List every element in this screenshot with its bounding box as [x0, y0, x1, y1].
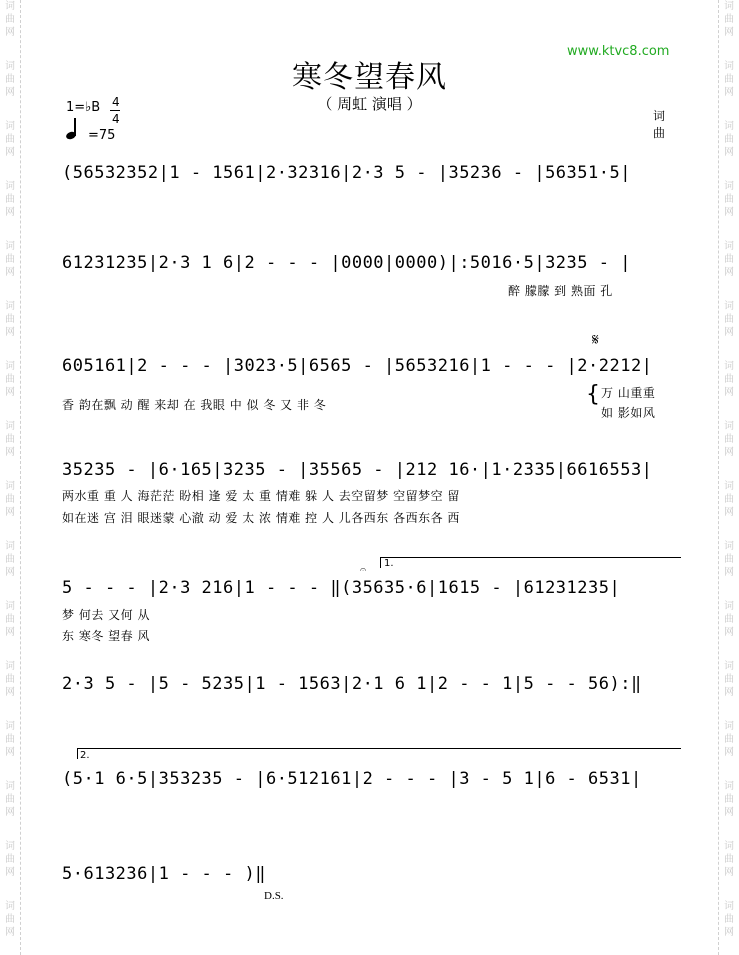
- watermark-text: 词曲网: [724, 841, 734, 878]
- meter-numerator: 4: [112, 95, 120, 109]
- watermark-text: 词曲网: [724, 901, 734, 938]
- first-ending-number: 1.: [384, 558, 394, 569]
- watermark-text: 词曲网: [724, 181, 734, 218]
- side-lyrics-1: 万 山重重: [601, 386, 656, 400]
- song-subtitle: （ 周虹 演唱 ）: [317, 95, 422, 113]
- watermark-text: 词曲网: [724, 361, 734, 398]
- credit-music: 曲: [653, 126, 666, 140]
- lyrics-line-5a: 梦 何去 又何 从: [62, 608, 150, 622]
- score-line-2: 61231235|2·3 1 6|2 - - - |0000|0000)|:5016·5|3235 - |: [62, 253, 631, 273]
- credit-lyrics: 词: [653, 109, 666, 123]
- watermark-text: 词曲网: [724, 61, 734, 98]
- quarter-note-head-icon: [65, 131, 77, 141]
- tempo-marking: =75: [88, 128, 116, 143]
- lyrics-line-2: 醉 朦朦 到 熟面 孔: [508, 284, 613, 298]
- watermark-text: 词曲网: [5, 721, 15, 758]
- watermark-text: 词曲网: [724, 541, 734, 578]
- watermark-text: 词曲网: [5, 901, 15, 938]
- second-ending-number: 2.: [80, 750, 90, 761]
- watermark-text: 词曲网: [724, 601, 734, 638]
- watermark-text: 词曲网: [724, 121, 734, 158]
- watermark-text: 词曲网: [5, 241, 15, 278]
- website-link[interactable]: www.ktvc8.com: [567, 44, 670, 59]
- watermark-text: 词曲网: [5, 61, 15, 98]
- watermark-text: 词曲网: [5, 841, 15, 878]
- watermark-text: 词曲网: [724, 1, 734, 38]
- watermark-text: 词曲网: [5, 361, 15, 398]
- watermark-text: 词曲网: [5, 181, 15, 218]
- second-ending-bracket: [77, 748, 681, 759]
- watermark-text: 词曲网: [724, 301, 734, 338]
- score-line-6: 2·3 5 - |5 - 5235|1 - 1563|2·1 6 1|2 - - 1|5 - - 56):‖: [62, 674, 642, 694]
- watermark-text: 词曲网: [5, 541, 15, 578]
- dal-segno-marking: D.S.: [264, 890, 284, 902]
- first-ending-bracket: [380, 557, 681, 568]
- side-lyrics-2: 如 影如风: [601, 406, 656, 420]
- score-line-1: (56532352|1 - 1561|2·32316|2·3 5 - |35236 - |56351·5|: [62, 163, 631, 183]
- lyrics-line-5b: 东 寒冬 望春 风: [62, 629, 150, 643]
- score-line-8: 5·613236|1 - - - )‖: [62, 864, 266, 884]
- meter-divider: [110, 110, 120, 111]
- right-watermark-strip: [718, 0, 739, 955]
- watermark-text: 词曲网: [724, 241, 734, 278]
- watermark-text: 词曲网: [724, 661, 734, 698]
- brace-icon: {: [586, 382, 600, 407]
- score-line-3: 605161|2 - - - |3023·5|6565 - |5653216|1 - - - |2·2212|: [62, 356, 653, 376]
- lyrics-line-4a: 两水重 重 人 海茫茫 盼相 逢 爱 太 重 情难 躲 人 去空留梦 空留梦空 留: [62, 489, 460, 503]
- score-line-5: 5 - - - |2·3 216|1 - - - ‖(35635·6|1615 - |61231235|: [62, 578, 621, 598]
- lyrics-line-3: 香 韵在飘 动 醒 来却 在 我眼 中 似 冬 又 非 冬: [62, 398, 327, 412]
- segno-icon: 𝄋: [592, 330, 599, 349]
- watermark-text: 词曲网: [5, 661, 15, 698]
- watermark-text: 词曲网: [724, 781, 734, 818]
- meter-denominator: 4: [112, 112, 120, 126]
- watermark-text: 词曲网: [5, 121, 15, 158]
- fermata-icon: 𝄐: [360, 563, 367, 576]
- score-line-4: 35235 - |6·165|3235 - |35565 - |212 16·|1·2335|6616553|: [62, 460, 653, 480]
- watermark-text: 词曲网: [5, 481, 15, 518]
- watermark-text: 词曲网: [5, 1, 15, 38]
- score-line-7: (5·1 6·5|353235 - |6·512161|2 - - - |3 - 5 1|6 - 6531|: [62, 769, 642, 789]
- lyrics-line-4b: 如在迷 宫 泪 眼迷蒙 心澈 动 爱 太 浓 情难 控 人 儿各西东 各西东各 西: [62, 511, 460, 525]
- watermark-text: 词曲网: [724, 481, 734, 518]
- watermark-text: 词曲网: [5, 601, 15, 638]
- song-title: 寒冬望春风: [292, 60, 447, 95]
- watermark-text: 词曲网: [724, 721, 734, 758]
- watermark-text: 词曲网: [5, 781, 15, 818]
- watermark-text: 词曲网: [5, 301, 15, 338]
- left-watermark-strip: [0, 0, 21, 955]
- watermark-text: 词曲网: [724, 421, 734, 458]
- watermark-text: 词曲网: [5, 421, 15, 458]
- key-signature: 1=♭B: [66, 100, 101, 115]
